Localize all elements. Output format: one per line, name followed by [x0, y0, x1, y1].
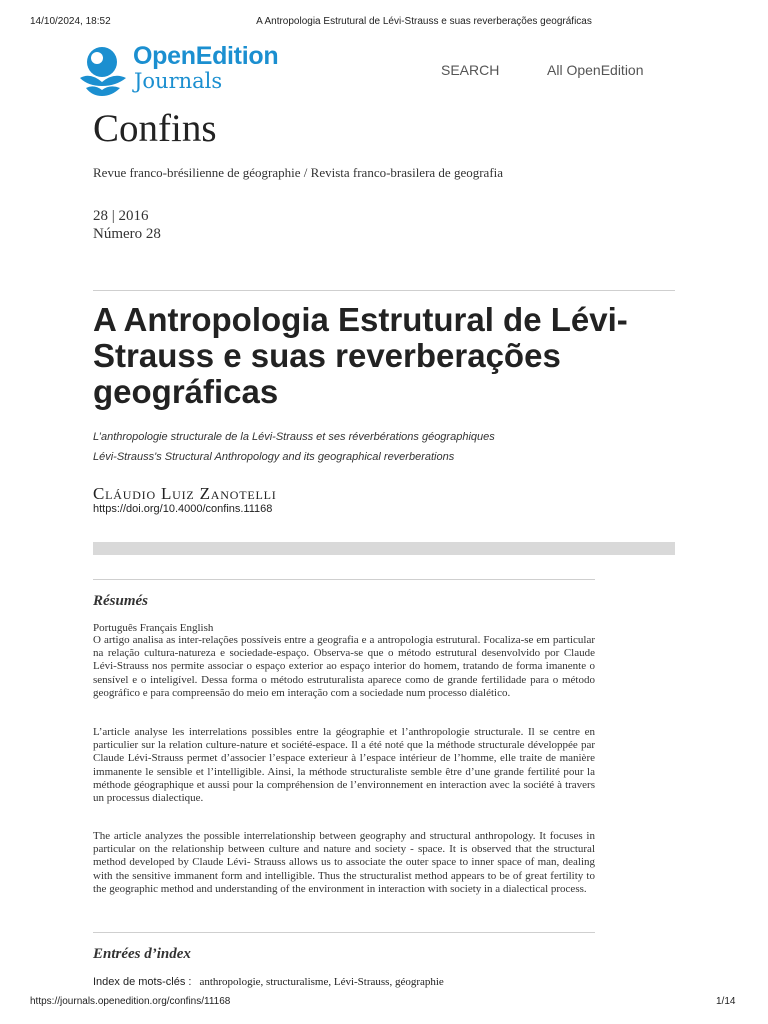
- abstract-en: The article analyzes the possible interrelationship between geography and structural anthropology. It focuses in particular on the relationship between culture and nature and society - space. It is observed that the structural method developed by Claude Lévi- Strauss allows us to associate the outer space to inner space of man, dealing with the sensitive immanent form and intelligible. Thus the structuralist method appears to be of great fertility to the geographic method and understanding of the environment in interaction with society in a dialectical process.: [93, 830, 595, 895]
- issue-info[interactable]: [93, 207, 161, 243]
- number-line[interactable]: Número 28: [93, 226, 161, 242]
- journal-subtitle: Revue franco-brésilienne de géographie / Revista franco-brasilera de geografia: [93, 165, 504, 180]
- header-divider: [93, 290, 675, 291]
- print-page-number: 1/14: [716, 996, 736, 1007]
- author-name[interactable]: Cláudio Luiz Zanotelli: [93, 484, 277, 503]
- journal-title[interactable]: Confins: [93, 107, 217, 150]
- print-datetime: 14/10/2024, 18:52: [30, 16, 111, 27]
- doi-link[interactable]: https://doi.org/10.4000/confins.11168: [93, 503, 273, 515]
- print-page-title: A Antropologia Estrutural de Lévi-Strauss e suas reverberações geográficas: [256, 16, 592, 27]
- print-url: https://journals.openedition.org/confins/11168: [30, 996, 231, 1007]
- all-openedition-link[interactable]: All OpenEdition: [547, 62, 644, 78]
- issue-line[interactable]: 28 | 2016: [93, 208, 149, 224]
- index-heading: Entrées d’index: [93, 946, 191, 962]
- abstracts-heading: Résumés: [93, 593, 149, 609]
- abstract-fr: L’article analyse les interrelations possibles entre la géographie et l’anthropologie structurale. Il se centre en particulier sur la relation culture-nature et société-espace. Il a été noté que la méthode structurale développée par Claude Lévi-Strauss permet d’associer l’espace exterieur à l’espace intérieur de l’homme, elle traite de manière immanente le sensible et l’intelligible. Ainsi, la méthode structuraliste semble être d’une grande fertilité pour la méthode géographique et aussi pour la compréhension de l’environnement en interaction avec la société à travers un processus dialectique.: [93, 726, 595, 805]
- article-title: A Antropologia Estrutural de Lévi-Strauss e suas reverberações geográficas: [93, 301, 628, 410]
- index-divider: [93, 932, 595, 933]
- lang-pt-link[interactable]: Português: [93, 622, 137, 634]
- abstract-pt: O artigo analisa as inter-relações possíveis entre a geografia e a antropologia estrutural. Focaliza-se em particular na relação cultura-natureza e sociedade-espaço. Observa-se que o método estrutural desenvolvido por Claude Lévi-Strauss nos permite associar o espaço exterior ao espaço interior do homem, tratando de forma imanente o sensível e o inteligível. Dessa forma o método estruturalista aparece como de grande fertilidade para o método geográfico e para compreensão do meio em interação com a sociedade num processo dialético.: [93, 634, 595, 699]
- brand-name: OpenEdition: [133, 42, 279, 70]
- openedition-logo-icon: [76, 42, 130, 98]
- abstracts-divider: [93, 579, 595, 580]
- keywords-list[interactable]: anthropologie, structuralisme, Lévi-Strauss, géographie: [199, 976, 444, 988]
- article-title-en: Lévi-Strauss's Structural Anthropology and its geographical reverberations: [93, 451, 455, 463]
- brand-subtitle: Journals: [134, 69, 223, 93]
- lang-en-link[interactable]: English: [179, 622, 214, 634]
- language-switcher: [93, 622, 213, 634]
- keywords-label: Index de mots-clés :: [93, 976, 192, 988]
- keywords-row: [93, 976, 444, 988]
- article-title-fr: L’anthropologie structurale de la Lévi-Strauss et ses réverbérations géographiques: [93, 431, 495, 443]
- search-link[interactable]: SEARCH: [441, 62, 500, 78]
- toolbar-bar: [93, 542, 675, 555]
- lang-fr-link[interactable]: Français: [139, 622, 178, 634]
- openedition-logo[interactable]: [76, 42, 306, 98]
